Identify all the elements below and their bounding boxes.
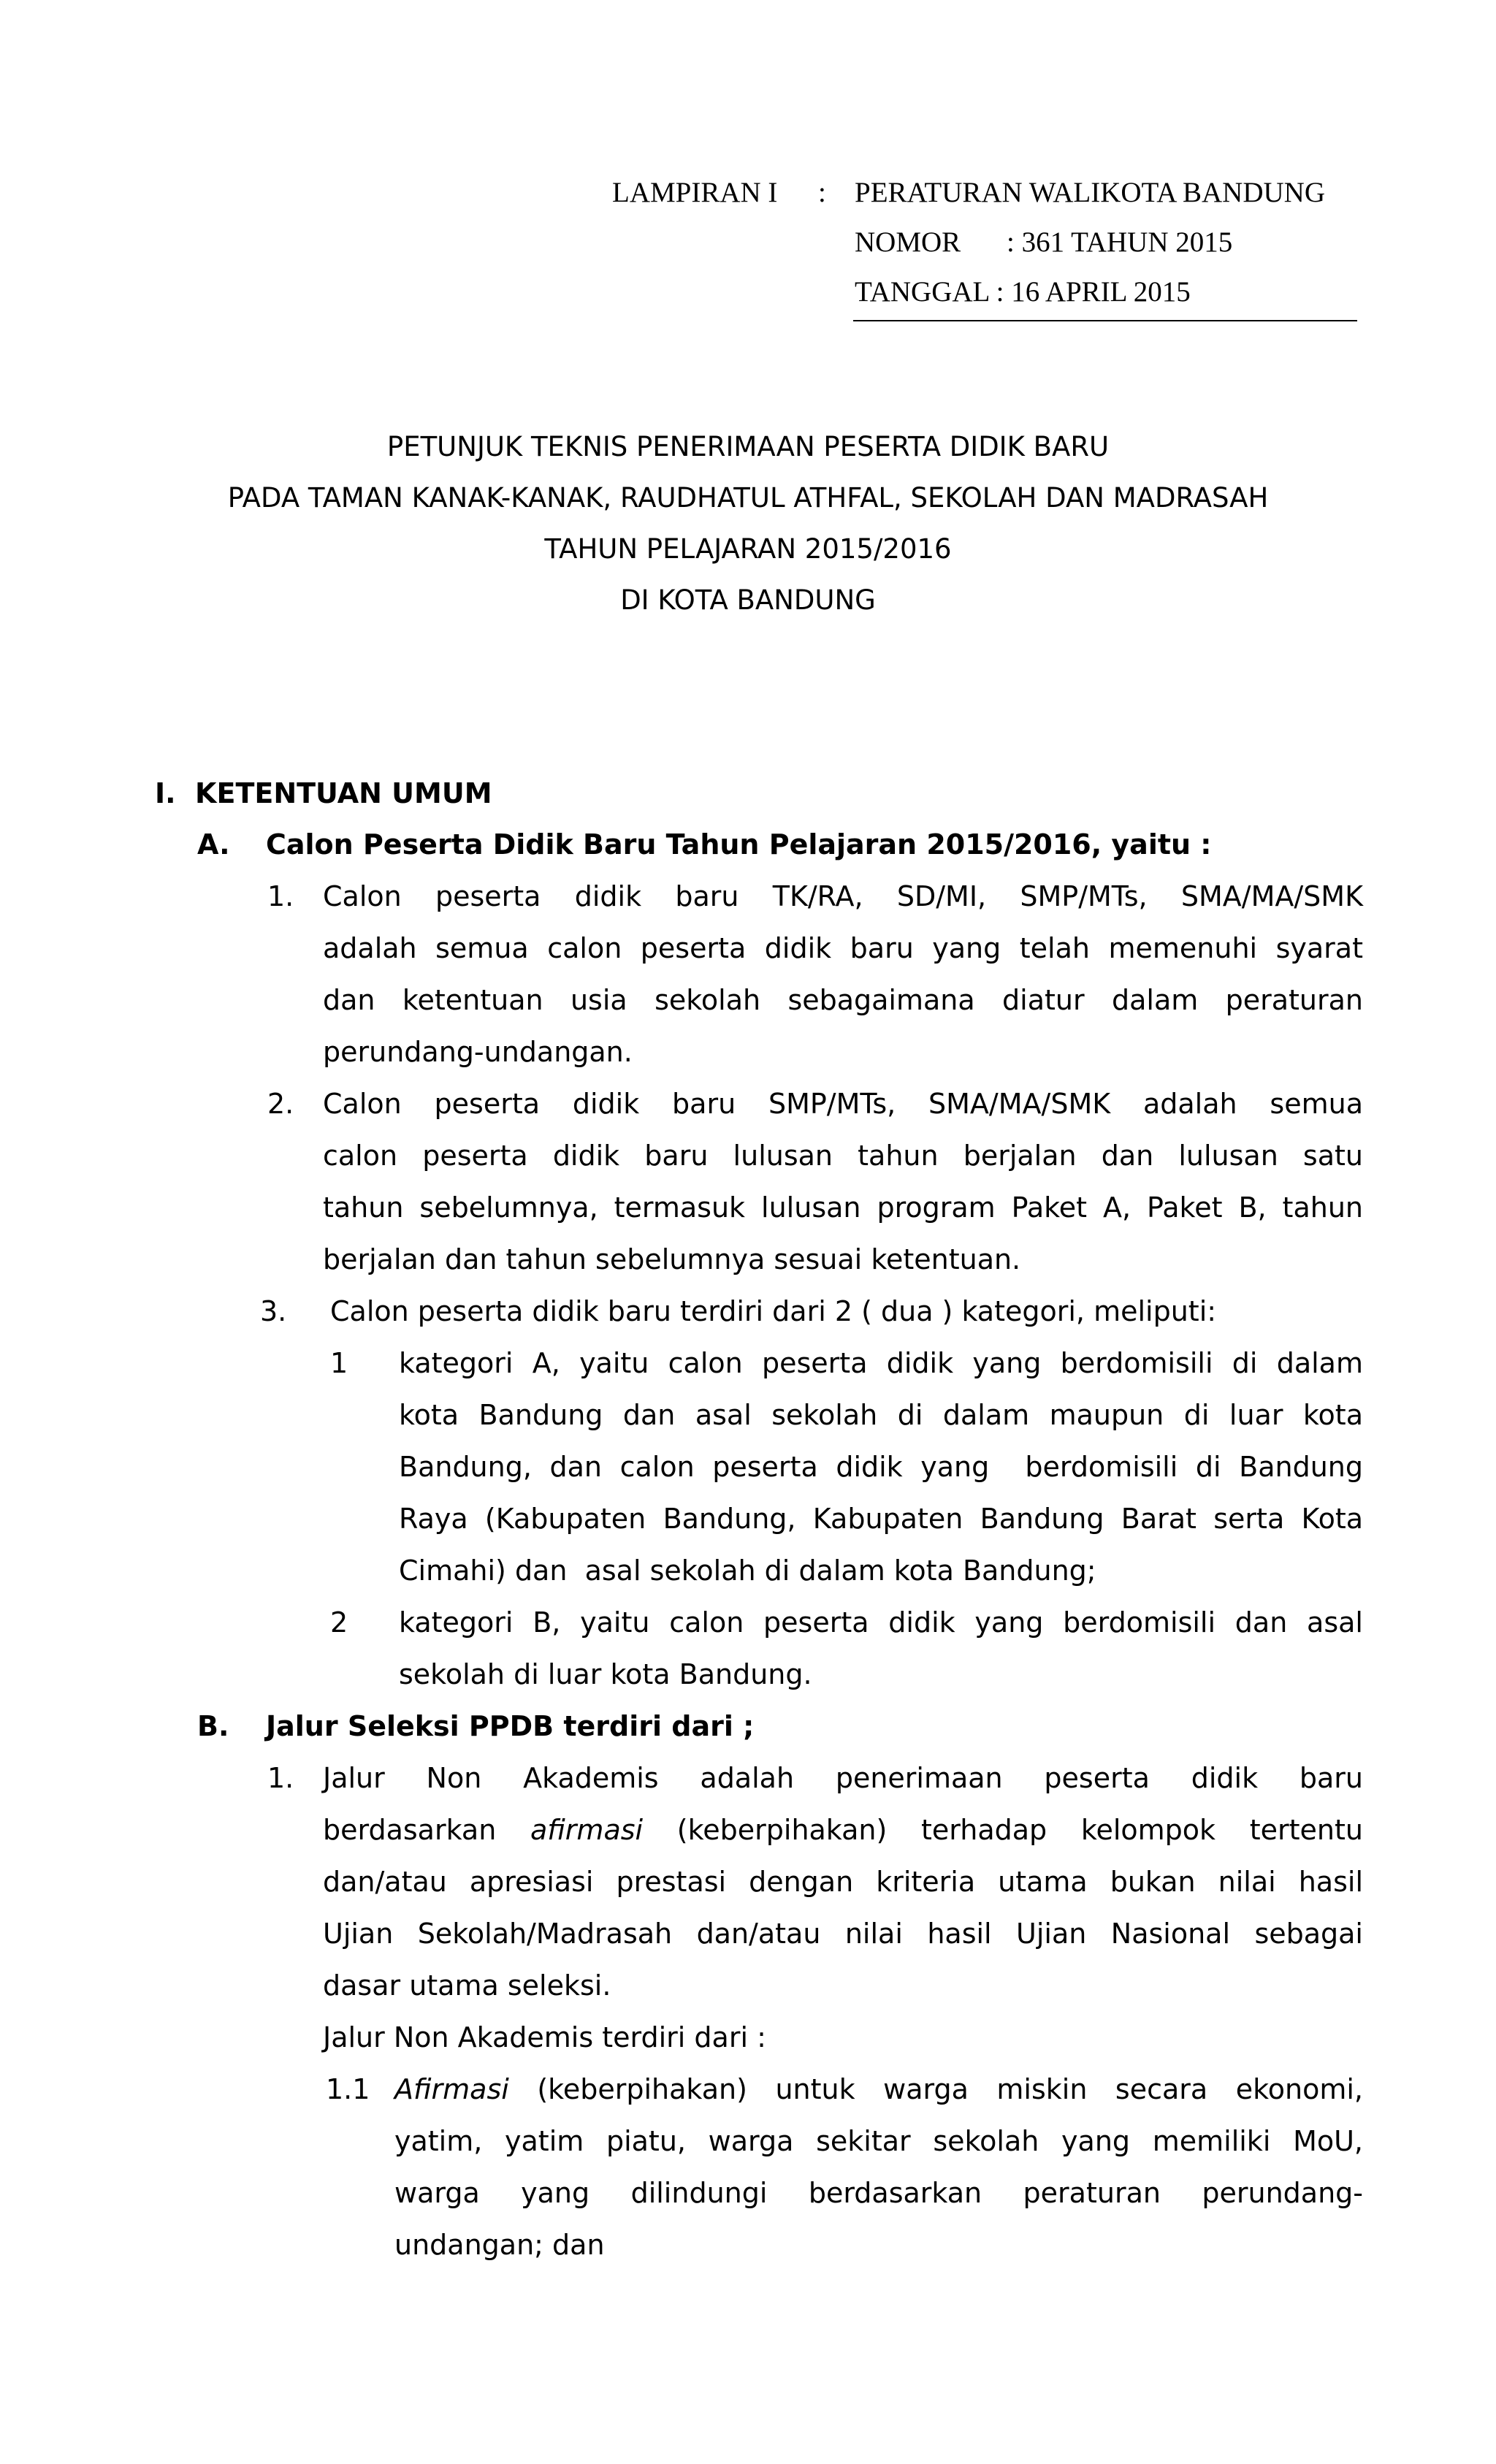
subsection-b-marker: B. bbox=[197, 1710, 229, 1742]
sub-item-marker: 1 bbox=[330, 1347, 348, 1379]
sub-item-line: Bandung, dan calon peserta didik yang berdomisili di Bandung bbox=[399, 1451, 1363, 1483]
list-item-line: Jalur Non Akademis adalah penerimaan peserta didik baru bbox=[323, 1762, 1363, 1794]
document-title-line-1: PETUNJUK TEKNIS PENERIMAAN PESERTA DIDIK BARU bbox=[386, 431, 1110, 462]
list-item-line: perundang-undangan. bbox=[323, 1036, 633, 1068]
sub-item-line: kategori B, yaitu calon peserta didik yang berdomisili dan asal bbox=[399, 1606, 1363, 1639]
list-item-marker: 3. bbox=[260, 1295, 287, 1327]
sub-item-line bbox=[394, 2073, 1363, 2105]
list-item-marker: 1. bbox=[267, 1762, 294, 1794]
sub-item-line: warga yang dilindungi berdasarkan peraturan perundang- bbox=[394, 2177, 1363, 2209]
nomor-label: NOMOR bbox=[855, 226, 961, 258]
list-item-line: dasar utama seleksi. bbox=[323, 1969, 611, 2002]
lampiran-label: LAMPIRAN I bbox=[612, 177, 778, 208]
list-item-marker: 1. bbox=[267, 880, 294, 912]
sub-item-line: Raya (Kabupaten Bandung, Kabupaten Bandung Barat serta Kota bbox=[399, 1503, 1363, 1535]
list-item-line: tahun sebelumnya, termasuk lulusan program Paket A, Paket B, tahun bbox=[323, 1191, 1363, 1224]
list-item-line: adalah semua calon peserta didik baru yang telah memenuhi syarat bbox=[323, 932, 1363, 964]
sub-item-marker: 1.1 bbox=[326, 2073, 370, 2105]
subsection-a-marker: A. bbox=[197, 828, 230, 861]
sub-item-line: undangan; dan bbox=[394, 2229, 605, 2261]
tanggal-line: TANGGAL : 16 APRIL 2015 bbox=[855, 276, 1191, 308]
subsection-b-heading: Jalur Seleksi PPDB terdiri dari ; bbox=[266, 1710, 755, 1742]
list-item-line: Calon peserta didik baru TK/RA, SD/MI, SMP/MTs, SMA/MA/SMK bbox=[323, 880, 1363, 912]
lampiran-colon: : bbox=[818, 177, 826, 208]
list-item-line bbox=[323, 1814, 1363, 1846]
nomor-value: : 361 TAHUN 2015 bbox=[1007, 226, 1233, 258]
subsection-a-heading: Calon Peserta Didik Baru Tahun Pelajaran 2015/2016, yaitu : bbox=[266, 828, 1212, 861]
list-item-marker: 2. bbox=[267, 1088, 294, 1120]
sub-item-line: yatim, yatim piatu, warga sekitar sekolah yang memiliki MoU, bbox=[394, 2125, 1363, 2157]
sub-item-line: Cimahi) dan asal sekolah di dalam kota Bandung; bbox=[399, 1555, 1096, 1587]
list-item-line: berjalan dan tahun sebelumnya sesuai ketentuan. bbox=[323, 1243, 1021, 1275]
list-item-line: Calon peserta didik baru SMP/MTs, SMA/MA/SMK adalah semua bbox=[323, 1088, 1363, 1120]
section-heading: I. KETENTUAN UMUM bbox=[155, 777, 492, 809]
emphasis-text: Afirmasi bbox=[394, 2073, 509, 2105]
list-item-line: Calon peserta didik baru terdiri dari 2 ( dua ) kategori, meliputi: bbox=[330, 1295, 1217, 1327]
list-item-line: dan/atau apresiasi prestasi dengan kriteria utama bukan nilai hasil bbox=[323, 1866, 1363, 1898]
sub-item-line: sekolah di luar kota Bandung. bbox=[399, 1658, 812, 1690]
list-item-line: dan ketentuan usia sekolah sebagaimana diatur dalam peraturan bbox=[323, 984, 1363, 1016]
document-title-line-3: TAHUN PELAJARAN 2015/2016 bbox=[544, 533, 952, 565]
paragraph-intro: Jalur Non Akademis terdiri dari : bbox=[323, 2021, 766, 2053]
text-segment: (keberpihakan) terhadap kelompok tertentu bbox=[676, 1814, 1363, 1846]
sub-item-line: kategori A, yaitu calon peserta didik yang berdomisili di dalam bbox=[399, 1347, 1363, 1379]
document-title-line-2: PADA TAMAN KANAK-KANAK, RAUDHATUL ATHFAL, SEKOLAH DAN MADRASAH bbox=[227, 482, 1269, 514]
emphasis-text: afirmasi bbox=[530, 1814, 644, 1846]
sub-item-marker: 2 bbox=[330, 1606, 348, 1639]
text-segment: (keberpihakan) untuk warga miskin secara ekonomi, bbox=[537, 2073, 1363, 2105]
regulation-name: PERATURAN WALIKOTA BANDUNG bbox=[855, 177, 1325, 208]
header-divider bbox=[853, 320, 1357, 321]
sub-item-line: kota Bandung dan asal sekolah di dalam maupun di luar kota bbox=[399, 1399, 1363, 1431]
list-item-line: Ujian Sekolah/Madrasah dan/atau nilai hasil Ujian Nasional sebagai bbox=[323, 1918, 1363, 1950]
document-title-line-4: DI KOTA BANDUNG bbox=[620, 584, 876, 616]
text-segment: berdasarkan bbox=[323, 1814, 497, 1846]
list-item-line: calon peserta didik baru lulusan tahun berjalan dan lulusan satu bbox=[323, 1140, 1363, 1172]
